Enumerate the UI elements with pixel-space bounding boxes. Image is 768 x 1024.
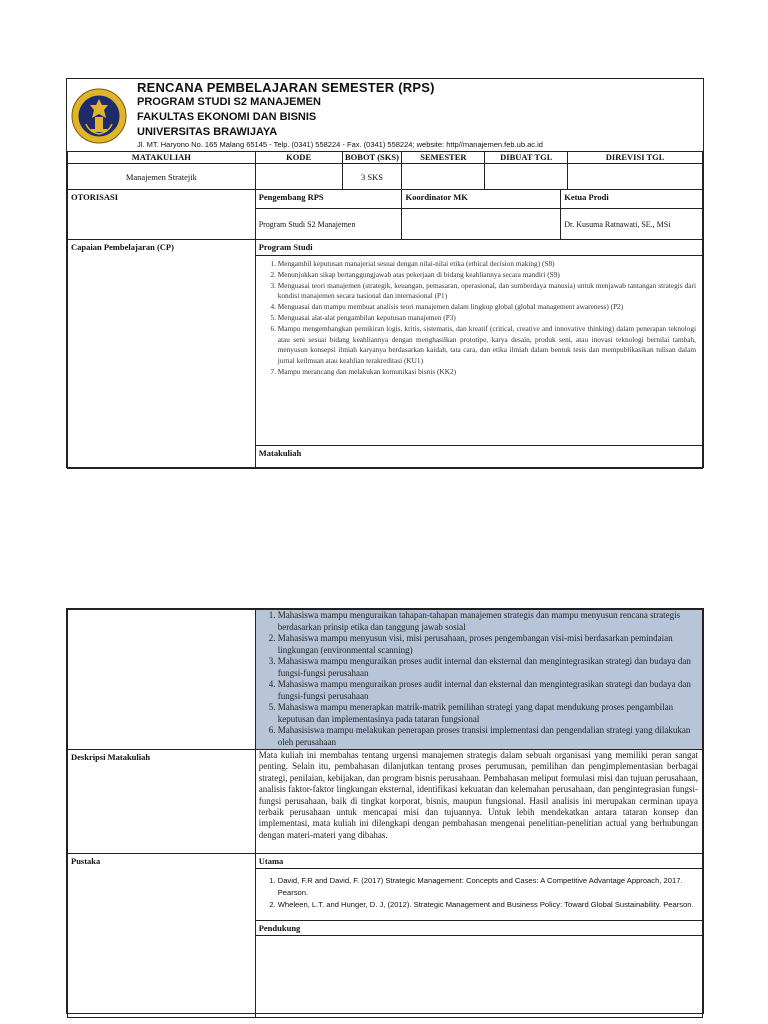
koordinator-header: Koordinator MK [402, 190, 561, 209]
cpmk-label-cell [68, 610, 256, 750]
cp-table [67, 239, 703, 469]
deskripsi-label: Deskripsi Matakuliah [68, 750, 256, 854]
cpmk-item: 1. Mahasiswa mampu menguraikan tahapan-tahapan manajemen strategis dan mampu menyusun rencana strategis berdasarkan prinsip etika dan tanggung jawab sosial [278, 610, 696, 633]
cp-item: 2. Menunjukkan sikap bertanggungjawab atas pekerjaan di bidang keahliannya secara mandiri (S9) [278, 270, 696, 281]
deskripsi-text: Mata kuliah ini membahas tentang urgensi manajemen strategis dalam sebuah organisasi yang memiliki peran sangat penting. Selain itu, pembahasan dilanjutkan tentang proses perumusan, pemilihan dan pengimplementasian berbagai strategi, penilaian, kebijakan, dan program bisnis perusahaan. Pembahasan meliput formulasi misi dan tujuan perusahaan, analisis faktor-faktor lingkungan eksternal, identifikasi kekuatan dan kelemahan perusahaan, dan pengintegrasian fungsi-fungsi perusahaan, baik di tingkat korporat, bisnis, maupun fungsional. Hasil analisis ini merupakan cerminan upaya terbaik perusahaan untuk mencapai misi dan tujuannya. Untuk lebih mendekatkan antara tataran konsep dan implementasi, mata kuliah ini dilengkapi dengan pembahasan mengenai penelitian-penelitian actual yang berhubungan dengan materi-materi yang dibahas. [258, 750, 698, 840]
col-header-kode: KODE [255, 152, 342, 164]
course-semester [402, 164, 485, 190]
col-header-direvisi: DIREVISI TGL [568, 152, 703, 164]
pustaka-utama-label: Utama [255, 854, 702, 869]
cpmk-item: 5. Mahasiswa mampu menerapkan matrik-matrik pemilihan strategi yang dapat mendukung proses pengambilan keputusan dan implementasinya pada tataran fungsional [278, 702, 696, 725]
pustaka-utama-list [256, 875, 702, 911]
cpmk-item: 4. Mahasiswa mampu menguraikan proses audit internal dan eksternal dan mengintegrasikan strategi dan budaya dan fungsi-fungsi perusahaan [278, 679, 696, 702]
cp-item: 1. Mengambil keputusan manajerial sesuai dengan nilai-nilai etika (ethical decision making) (S8) [278, 259, 696, 270]
pustaka-utama-item: 2. Wheleen, L.T. and Hunger, D. J, (2012). Strategic Management and Business Policy: Toward Global Sustainability. Pearson. [278, 899, 696, 911]
cp-matakuliah-label: Matakuliah [255, 446, 702, 469]
university-name: UNIVERSITAS BRAWIJAYA [137, 126, 278, 138]
cp-label: Capaian Pembelajaran (CP) [68, 240, 256, 469]
document-header [67, 79, 703, 151]
course-created-date [485, 164, 568, 190]
cp-list [256, 259, 702, 378]
pustaka-pendukung-label: Pendukung [255, 921, 702, 936]
cpmk-list [256, 610, 702, 748]
rps-page-1 [66, 78, 704, 468]
cpmk-item: 3. Mahasiswa mampu menguraikan proses audit internal dan eksternal dan mengintegrasikan strategi dan budaya dan fungsi-fungsi perusahaan [278, 656, 696, 679]
ketua-prodi-value: Dr. Kusuma Ratnawati, SE., MSi [561, 209, 703, 240]
cpmk-item: 6. Mahasisiswa mampu melakukan penerapan proses transisi implementasi dan pengendalian strategi yang dilakukan oleh perusahaan [278, 725, 696, 748]
course-revised-date [568, 164, 703, 190]
authorization-table [67, 189, 703, 240]
rps-title: RENCANA PEMBELAJARAN SEMESTER (RPS) [137, 80, 435, 95]
course-info-table [67, 151, 703, 190]
pustaka-pendukung-cell [255, 936, 702, 1018]
cp-item: 4. Menguasai dan mampu membuat analisis teori manajemen dalam lingkup global (global management awareness) (P2) [278, 302, 696, 313]
col-header-dibuat: DIBUAT TGL [485, 152, 568, 164]
program-name: PROGRAM STUDI S2 MANAJEMEN [137, 96, 321, 108]
cpmk-item: 2. Mahasiswa mampu menyusun visi, misi perusahaan, proses pengembangan visi-misi berdasarkan pemindaian lingkungan (environmental scanning) [278, 633, 696, 656]
course-code [255, 164, 342, 190]
cp-item: 5. Menguasai alat-alat pengambilan keputusan manajemen (P3) [278, 313, 696, 324]
ketua-prodi-header: Ketua Prodi [561, 190, 703, 209]
cp-item: 6. Mampu mengembangkan pemikiran logis, kritis, sistematis, dan kreatif (critical, creative and innovative thinking) dalam penerapan teknologi atau seni sesuai bidang keahliannya dengan menghasilkan prototipe, karya desain, produk seni, atau inovasi teknologi bernilai tambah, menyusun konsepsi ilmiah karyanya berdasarkan kaidah, tata cara, dan etika ilmiah dalam bentuk tesis dan mempublikasikan tulisan dalam jurnal keilmuan atau keahlian terakreditasi (KU1) [278, 324, 696, 367]
pengembang-value: Program Studi S2 Manajemen [255, 209, 402, 240]
faculty-name: FAKULTAS EKONOMI DAN BISNIS [137, 111, 317, 123]
koordinator-value [402, 209, 561, 240]
cp-program-label: Program Studi [255, 240, 702, 256]
deskripsi-cell [255, 750, 702, 854]
course-name: Manajemen Stratejik [68, 164, 256, 190]
cp-item: 3. Menguasai teori manajemen (strategik, keuangan, pemasaran, operasional, dan sumberdaya manusia) untuk menjawab tantangan strategis dari kondisi manajemen secara nasional dan internasional (P1) [278, 281, 696, 303]
cp-item: 7. Mampu merancang dan melakukan komunikasi bisnis (KK2) [278, 367, 696, 378]
rps-page-2 [66, 608, 704, 1014]
pustaka-utama-cell [255, 869, 702, 921]
col-header-bobot: BOBOT (SKS) [342, 152, 402, 164]
col-header-semester: SEMESTER [402, 152, 485, 164]
course-sks: 3 SKS [342, 164, 402, 190]
cpmk-items-cell [255, 610, 702, 750]
cp-items-cell [255, 256, 702, 446]
university-logo-icon [71, 88, 127, 144]
address-line: Jl. MT. Haryono No. 165 Malang 65145 - Telp. (0341) 558224 - Fax. (0341) 558224; website: http//manajemen.feb.ub.ac.id [137, 140, 543, 149]
pustaka-utama-item: 1. David, F.R and David, F. (2017) Strategic Management: Concepts and Cases: A Competitive Advantage Approach, 2017. Pearson. [278, 875, 696, 899]
page2-table [67, 609, 703, 1018]
course-info-value-row [68, 164, 703, 190]
col-header-matakuliah: MATAKULIAH [68, 152, 256, 164]
pustaka-label: Pustaka [68, 854, 256, 1018]
course-info-header-row [68, 152, 703, 164]
pengembang-header: Pengembang RPS [255, 190, 402, 209]
otorisasi-label: OTORISASI [68, 190, 256, 240]
